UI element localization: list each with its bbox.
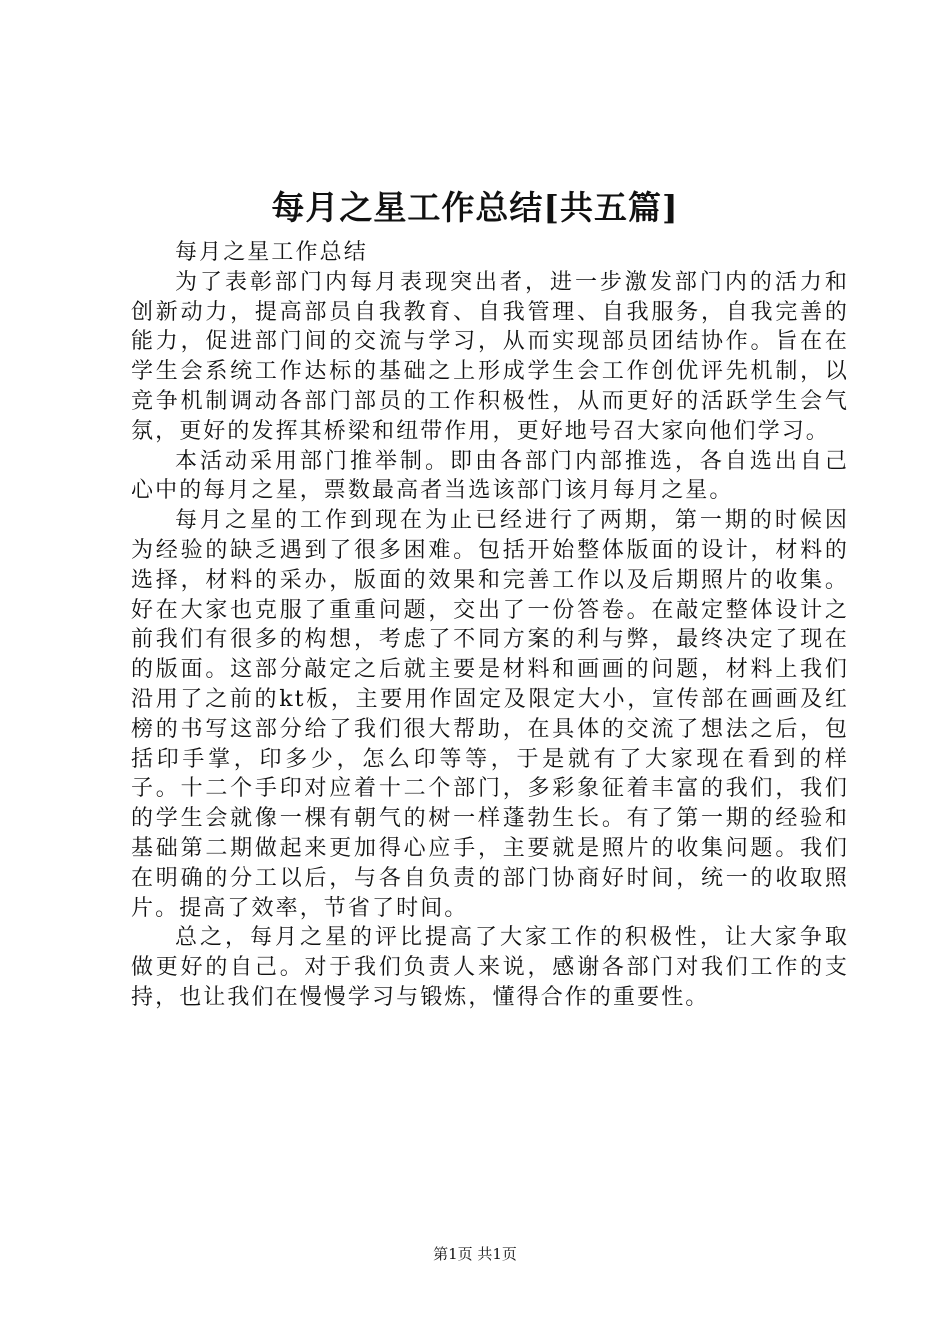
page-footer: 第1页 共1页 xyxy=(433,1245,517,1263)
body-paragraph: 为了表彰部门内每月表现突出者，进一步激发部门内的活力和创新动力，提高部员自我教育、自我管理、自我服务，自我完善的能力，促进部门间的交流与学习，从而实现部员团结协作。旨在在学生会系统工作达标的基础之上形成学生会工作创优评先机制，以竞争机制调动各部门部员的工作积极性，从而更好的活跃学生会气氛，更好的发挥其桥梁和纽带作用，更好地号召大家向他们学习。 xyxy=(131,269,849,444)
section-heading: 每月之星工作总结 xyxy=(175,240,368,265)
document-title: 每月之星工作总结[共五篇] xyxy=(271,188,679,227)
body-paragraph: 本活动采用部门推举制。即由各部门内部推选，各自选出自己心中的每月之星，票数最高者当选该部门该月每月之星。 xyxy=(131,448,849,504)
document-body xyxy=(131,238,849,1013)
body-paragraph: 总之，每月之星的评比提高了大家工作的积极性，让大家争取做更好的自己。对于我们负责人来说，感谢各部门对我们工作的支持，也让我们在慢慢学习与锻炼，懂得合作的重要性。 xyxy=(131,925,849,1010)
body-paragraph: 每月之星的工作到现在为止已经进行了两期，第一期的时候因为经验的缺乏遇到了很多困难。包括开始整体版面的设计，材料的选择，材料的采办，版面的效果和完善工作以及后期照片的收集。好在大家也克服了重重问题，交出了一份答卷。在敲定整体设计之前我们有很多的构想，考虑了不同方案的利与弊，最终决定了现在的版面。这部分敲定之后就主要是材料和画画的问题，材料上我们沿用了之前的kt板，主要用作固定及限定大小，宣传部在画画及红榜的书写这部分给了我们很大帮助，在具体的交流了想法之后，包括印手掌，印多少，怎么印等等，于是就有了大家现在看到的样子。十二个手印对应着十二个部门，多彩象征着丰富的我们，我们的学生会就像一棵有朝气的树一样蓬勃生长。有了第一期的经验和基础第二期做起来更加得心应手，主要就是照片的收集问题。我们在明确的分工以后，与各自负责的部门协商好时间，统一的收取照片。提高了效率，节省了时间。 xyxy=(131,508,849,921)
